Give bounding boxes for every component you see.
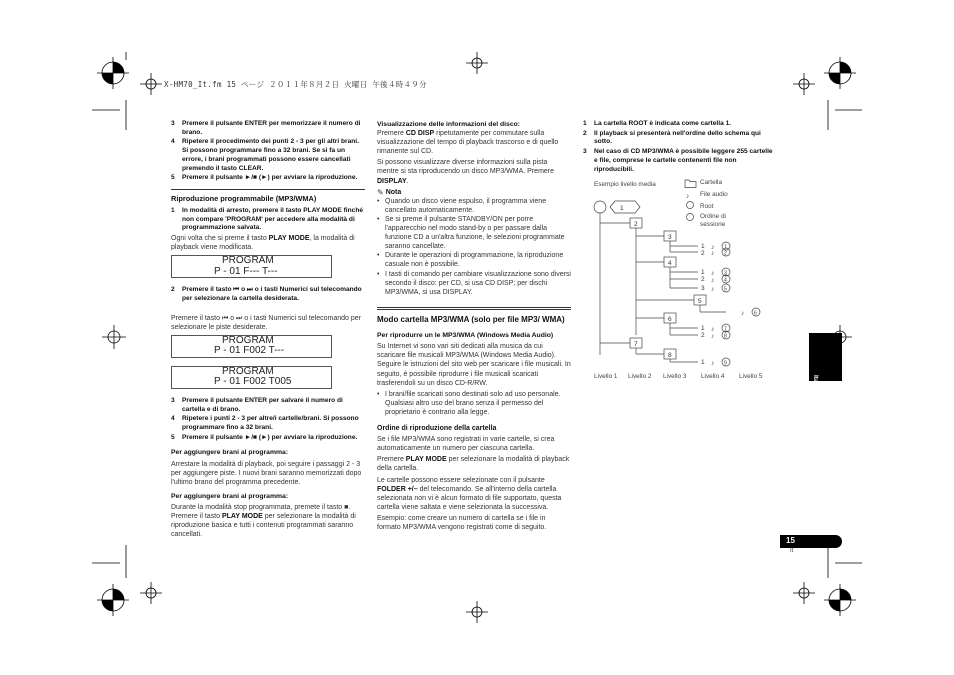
folder-2-label: 2	[634, 221, 638, 228]
note-label: Nota	[385, 188, 402, 196]
folder-5-label: 5	[698, 298, 702, 305]
level-3-label: Livello 3	[663, 373, 687, 380]
file-num: 1	[701, 243, 705, 250]
session-7-label: 7	[724, 326, 727, 333]
session-8-label: 8	[724, 333, 727, 340]
play-mp3-heading: Per riprodurre un le MP3/WMA (Windows Media Audio)	[377, 331, 554, 339]
add-tracks-text-1: Arrestare la modalità di playback, poi seguire i passaggi 2 - 3 per aggiungere piste. I nuovi brani saranno memorizzati dopo l'ultimo brano del programma precedente.	[171, 460, 362, 486]
play-mp3-bullet: • I brani/file scaricati sono destinati solo ad uso personale. Qualsiasi altro uso del brano senza il permesso del proprietario è contrario alla legge.	[377, 390, 561, 416]
folder-order-p3: Le cartelle possono essere selezionate con il pulsante FOLDER +/– del telecomando. Se all'interno della cartella selezionata non vi è alcun formato di file supportato, questa cartella viene saltata e viene selezionata la successiva.	[377, 476, 562, 511]
audio-file-icon: ♪	[711, 270, 715, 277]
file-num: 2	[701, 250, 705, 257]
page-number-badge	[780, 535, 842, 548]
folder-order-p1: Se i file MP3/WMA sono registrati in varie cartelle, si crea automaticamente un numero per ciascuna cartella.	[377, 436, 555, 453]
legend-root-label: Root	[700, 203, 714, 210]
session-6-label: 6	[754, 310, 757, 317]
root-folder-arrow	[610, 201, 640, 213]
audio-file-icon: ♪	[711, 360, 715, 367]
level-5-label: Livello 5	[739, 373, 763, 380]
legend-folder-label: Cartella	[700, 179, 723, 186]
root-icon	[687, 202, 694, 209]
right-column	[583, 120, 773, 175]
disc-info-p2: Si possono visualizzare diverse informazioni sulla pista mentre si sta riproducendo un disco MP3/WMA. Premere DISPLAY.	[377, 159, 555, 185]
folder-tree-diagram	[580, 170, 780, 370]
step1-description: Ogni volta che si preme il tasto PLAY MODE, la modalità di playback viene modificata.	[171, 235, 355, 252]
audio-file-icon: ♪	[711, 333, 715, 340]
add-tracks-text-2: Durante la modalità stop programmata, premete il tasto ■. Premere il tasto PLAY MODE per selezionare la modalità di riproduzione basica e tutti i contenuti programmati saranno cancellati.	[171, 503, 356, 539]
folder-6-label: 6	[668, 316, 672, 323]
program-step-3: 3 Premere il pulsante ENTER per salvare il numero di cartella e di brano.	[171, 396, 343, 413]
session-5-label: 5	[724, 286, 727, 293]
note-1: 1 La cartella ROOT è indicata come cartella 1.	[583, 120, 732, 127]
folder-order-heading: Ordine di riproduzione della cartella	[377, 425, 497, 433]
note-item: • Se si preme il pulsante STANDBY/ON per porre l'apparecchio nel modo stand-by o per passare dalla funzione CD a un'altra funzione, le selezioni programmate saranno cancellate.	[377, 215, 565, 251]
file-info-header: X-HM70_It.fm 15 ページ ２０１１年８月２日 火曜日 午後４時４９分	[164, 80, 427, 89]
add-tracks-heading-2: Per aggiungere brani al programma:	[171, 492, 289, 500]
legend-session-label: Ordine di sessione	[700, 213, 726, 228]
level-4-label: Livello 4	[701, 373, 725, 380]
middle-column	[377, 120, 571, 534]
folder-order-p4: Esempio: come creare un numero di cartella se i file in formato MP3/WMA vengono registrati come di seguito.	[377, 514, 547, 531]
session-2-label: 2	[724, 250, 727, 257]
note-3: 3 Nel caso di CD MP3/WMA è possibile leggere 255 cartelle e file, comprese le cartelle contenenti file non riproducibili.	[583, 148, 773, 173]
program-step-4: 4 Ripetere i punti 2 - 3 per altre/i cartelle/brani. Si possono programmare fino a 32 brani.	[171, 415, 359, 432]
disc-info-p1: Premere CD DISP ripetutamente per commutare sulla visualizzazione del tempo di playback trascorso e di quello rimanente sul CD.	[377, 130, 559, 156]
disc-info-heading: Visualizzazione delle informazioni del disco:	[377, 121, 521, 128]
lcd-display-2: PROGRAM P - 01 F002 T---	[171, 335, 332, 358]
step2-description: Premere il tasto ⏮ o ⏭ o i tasti Numerici sul telecomando per selezionare le piste desiderate.	[171, 314, 362, 331]
left-column	[171, 120, 365, 541]
example-label: Esempio livello media	[594, 181, 656, 188]
note-item: • Quando un disco viene espulso, il programma viene cancellato automaticamente.	[377, 197, 547, 214]
program-step-5: 5 Premere il pulsante ►/■ (►) per avviare la riproduzione.	[171, 433, 358, 441]
folder-8-label: 8	[668, 352, 672, 359]
section-rule	[377, 307, 571, 310]
audio-file-icon: ♪	[711, 326, 715, 333]
folder-order-p2: Premere PLAY MODE per selezionare la modalità di playback della cartella.	[377, 456, 570, 473]
add-tracks-heading-1: Per aggiungere brani al programma:	[171, 449, 289, 457]
level-1-label: Livello 1	[594, 373, 618, 380]
step-4: 4 Ripetere il procedimento dei punti 2 - 3 per gli altri brani. Si possono programmare fino a 32 brani. Se si fa un errore, i brani programmati possono essere cancellati premendo il tasto CLEAR.	[171, 138, 359, 172]
legend-audio-label: File audio	[700, 191, 728, 198]
note-item: • I tasti di comando per cambiare visualizzazione sono diversi secondo il disco: per CD, si usa CD DISP; per dischi MP3/WMA, si usa DISPLAY.	[377, 270, 571, 296]
folder-7-label: 7	[634, 341, 638, 348]
session-9-label: 9	[724, 360, 727, 367]
mp3-program-heading: Riproduzione programmabile (MP3/WMA)	[171, 193, 317, 203]
audio-file-icon: ♪	[711, 286, 715, 293]
session-1-label: 1	[724, 244, 727, 251]
file-num: 3	[701, 285, 705, 292]
folder-icon	[685, 180, 696, 188]
step-3: 3 Premere il pulsante ENTER per memorizzare il numero di brano.	[171, 120, 361, 136]
folder-3-label: 3	[668, 234, 672, 241]
step-5: 5 Premere il pulsante ►/■ (►) per avviare la riproduzione.	[171, 174, 358, 182]
folder-4-label: 4	[668, 260, 672, 267]
language-code: It	[790, 548, 794, 554]
note-2: 2 Il playback si presenterà nell'ordine dello schema qui sotto.	[583, 129, 761, 146]
note-label-row	[377, 188, 571, 197]
session-icon	[687, 214, 694, 221]
level-2-label: Livello 2	[628, 373, 652, 380]
play-mp3-text: Su Internet vi sono vari siti dedicati alla musica da cui scaricare file musicali MP3/WMA (Windows Media Audio). Seguire le istruzioni del sito web per scaricare i file musicali. In seguito, è possibile riprodurre i file musicali scaricati trasferendoli su un disco CD-R/RW.	[377, 343, 571, 387]
section-rule	[171, 189, 365, 190]
folder-1-label: 1	[620, 205, 624, 212]
file-num: 2	[701, 276, 705, 283]
audio-file-icon: ♪	[711, 244, 715, 251]
session-4-label: 4	[724, 277, 727, 284]
session-3-label: 3	[724, 270, 727, 277]
audio-file-icon: ♪	[711, 277, 715, 284]
lcd-display-3: PROGRAM P - 01 F002 T005	[171, 366, 332, 389]
program-step-2: 2 Premere il tasto ⏮ o ⏭ o i tasti Numerici sul telecomando per selezionare la cartella desiderata.	[171, 286, 362, 303]
lcd-display-1: PROGRAM P - 01 F--- T---	[171, 255, 332, 278]
language-tab	[809, 333, 842, 398]
language-tab-label: Italiano	[812, 375, 819, 398]
program-step-1: 1 In modalità di arresto, premere il tasto PLAY MODE finché non compare 'PROGRAM' per accedere alla modalità di programmazione salvata.	[171, 207, 364, 232]
note-pencil-icon: ✎	[377, 187, 384, 197]
root-node	[594, 201, 606, 213]
audio-file-icon: ♪	[711, 250, 715, 257]
file-num: 1	[701, 325, 705, 332]
audio-file-icon: ♪	[741, 310, 745, 317]
legend-audio-icon: ♪	[686, 193, 690, 200]
page-number: 15	[786, 536, 795, 545]
file-num: 1	[701, 359, 705, 366]
note-item: • Durante le operazioni di programmazione, la riproduzione casuale non è possibile.	[377, 252, 564, 269]
folder-mode-heading: Modo cartella MP3/WMA (solo per file MP3/ WMA)	[377, 314, 565, 324]
file-num: 2	[701, 332, 705, 339]
file-num: 1	[701, 269, 705, 276]
